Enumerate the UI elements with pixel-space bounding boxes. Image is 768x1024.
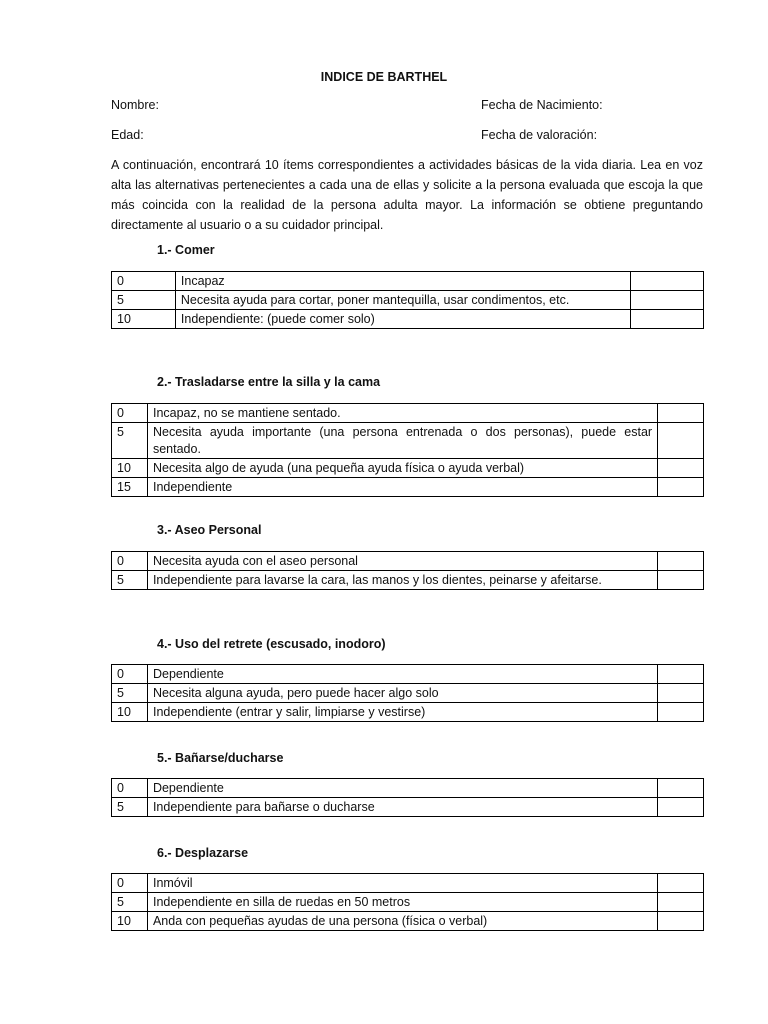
score-cell: 5 xyxy=(112,798,148,817)
score-cell: 5 xyxy=(112,423,148,459)
score-checkbox-cell[interactable] xyxy=(631,272,704,291)
table-row xyxy=(112,571,704,590)
section-title-comer: 1.- Comer xyxy=(157,243,215,257)
section-title-banarse: 5.- Bañarse/ducharse xyxy=(157,751,284,765)
score-checkbox-cell[interactable] xyxy=(658,912,704,931)
score-checkbox-cell[interactable] xyxy=(658,478,704,497)
score-checkbox-cell[interactable] xyxy=(658,423,704,459)
description-cell: Independiente para bañarse o ducharse xyxy=(147,798,657,817)
score-cell: 5 xyxy=(112,291,176,310)
score-checkbox-cell[interactable] xyxy=(658,874,704,893)
score-cell: 10 xyxy=(112,310,176,329)
description-cell: Independiente: (puede comer solo) xyxy=(175,310,630,329)
table-row xyxy=(112,291,704,310)
score-cell: 0 xyxy=(112,665,148,684)
description-cell: Independiente xyxy=(147,478,657,497)
table-row xyxy=(112,703,704,722)
field-fecha-nacimiento: Fecha de Nacimiento: xyxy=(481,98,603,112)
section-title-aseo-personal: 3.- Aseo Personal xyxy=(157,523,262,537)
table-row xyxy=(112,874,704,893)
field-nombre: Nombre: xyxy=(111,98,159,112)
table-row xyxy=(112,310,704,329)
description-cell: Independiente para lavarse la cara, las manos y los dientes, peinarse y afeitarse. xyxy=(147,571,657,590)
table-row xyxy=(112,423,704,459)
section-title-desplazarse: 6.- Desplazarse xyxy=(157,846,249,860)
description-cell: Anda con pequeñas ayudas de una persona (física o verbal) xyxy=(147,912,657,931)
table-row xyxy=(112,459,704,478)
field-edad: Edad: xyxy=(111,128,144,142)
table-row xyxy=(112,478,704,497)
description-cell: Dependiente xyxy=(147,779,657,798)
score-checkbox-cell[interactable] xyxy=(658,684,704,703)
document-title: INDICE DE BARTHEL xyxy=(320,70,448,84)
score-cell: 10 xyxy=(112,912,148,931)
description-cell: Necesita ayuda importante (una persona entrenada o dos personas), puede estar sentado. xyxy=(147,423,657,459)
score-cell: 10 xyxy=(112,459,148,478)
score-cell: 5 xyxy=(112,684,148,703)
section-table-aseo-personal xyxy=(111,551,704,590)
score-checkbox-cell[interactable] xyxy=(658,893,704,912)
table-row xyxy=(112,665,704,684)
score-cell: 5 xyxy=(112,571,148,590)
section-table-desplazarse xyxy=(111,873,704,931)
section-table-banarse xyxy=(111,778,704,817)
description-cell: Independiente en silla de ruedas en 50 metros xyxy=(147,893,657,912)
description-cell: Necesita alguna ayuda, pero puede hacer algo solo xyxy=(147,684,657,703)
table-row xyxy=(112,272,704,291)
score-cell: 0 xyxy=(112,874,148,893)
score-cell: 0 xyxy=(112,552,148,571)
table-row xyxy=(112,684,704,703)
description-cell: Incapaz xyxy=(175,272,630,291)
score-checkbox-cell[interactable] xyxy=(631,291,704,310)
section-title-trasladarse: 2.- Trasladarse entre la silla y la cama xyxy=(157,375,381,389)
table-row xyxy=(112,404,704,423)
score-checkbox-cell[interactable] xyxy=(658,703,704,722)
score-cell: 0 xyxy=(112,404,148,423)
section-table-uso-retrete xyxy=(111,664,704,722)
score-cell: 10 xyxy=(112,703,148,722)
table-row xyxy=(112,798,704,817)
score-checkbox-cell[interactable] xyxy=(658,459,704,478)
table-row xyxy=(112,552,704,571)
score-checkbox-cell[interactable] xyxy=(658,404,704,423)
description-cell: Necesita algo de ayuda (una pequeña ayuda física o ayuda verbal) xyxy=(147,459,657,478)
score-cell: 15 xyxy=(112,478,148,497)
score-checkbox-cell[interactable] xyxy=(658,552,704,571)
description-cell: Dependiente xyxy=(147,665,657,684)
score-checkbox-cell[interactable] xyxy=(658,665,704,684)
description-cell: Incapaz, no se mantiene sentado. xyxy=(147,404,657,423)
table-row xyxy=(112,893,704,912)
intro-paragraph: A continuación, encontrará 10 ítems correspondientes a actividades básicas de la vida diaria. Lea en voz alta las alternativas pertenecientes a cada una de ellas y solicite a la persona evaluada que escoja la que más coincida con la realidad de la persona adulta mayor. La información se obtiene preguntando directamente al usuario o a su cuidador principal. xyxy=(111,158,703,232)
section-title-uso-retrete: 4.- Uso del retrete (escusado, inodoro) xyxy=(157,637,386,651)
description-cell: Necesita ayuda con el aseo personal xyxy=(147,552,657,571)
score-checkbox-cell[interactable] xyxy=(631,310,704,329)
score-checkbox-cell[interactable] xyxy=(658,798,704,817)
score-cell: 0 xyxy=(112,779,148,798)
score-cell: 5 xyxy=(112,893,148,912)
section-table-trasladarse xyxy=(111,403,704,497)
score-checkbox-cell[interactable] xyxy=(658,571,704,590)
description-cell: Necesita ayuda para cortar, poner mantequilla, usar condimentos, etc. xyxy=(175,291,630,310)
score-checkbox-cell[interactable] xyxy=(658,779,704,798)
section-table-comer xyxy=(111,271,704,329)
description-cell: Independiente (entrar y salir, limpiarse y vestirse) xyxy=(147,703,657,722)
table-row xyxy=(112,779,704,798)
description-cell: Inmóvil xyxy=(147,874,657,893)
score-cell: 0 xyxy=(112,272,176,291)
field-fecha-valoracion: Fecha de valoración: xyxy=(481,128,598,142)
table-row xyxy=(112,912,704,931)
